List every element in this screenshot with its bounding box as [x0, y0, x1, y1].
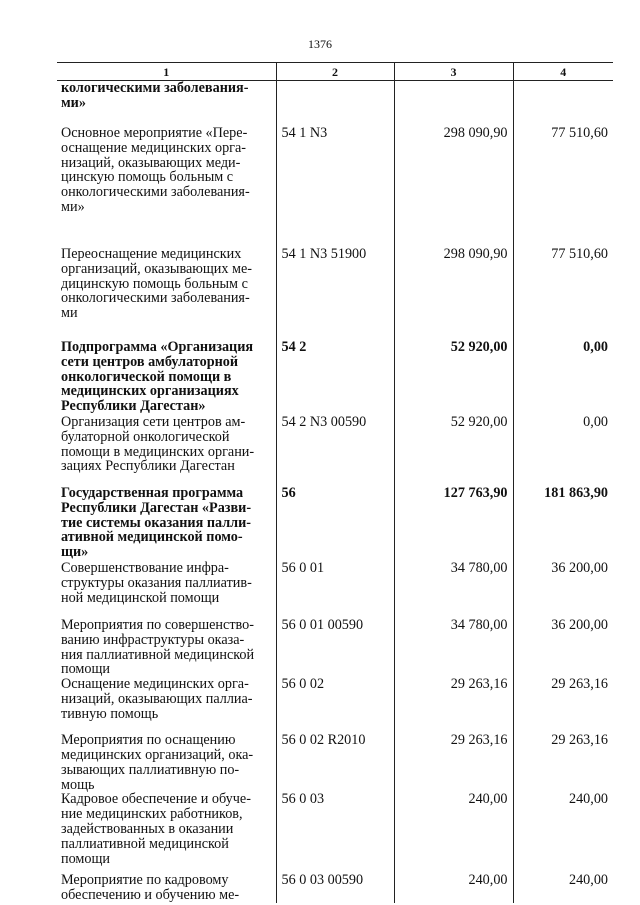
row-name-cell-text: Основное мероприятие «Пере- оснащение медицинских орга- низаций, оказывающих меди- цинскую помощь больным с онкологическими заболевания- ми»: [61, 125, 250, 215]
row-code-cell: [276, 340, 394, 415]
row-value-2019-cell-text: 52 920,00: [450, 339, 508, 355]
row-name-cell-text: Мероприятия по оснащению медицинских организаций, ока- зывающих паллиативную по- мощь: [61, 732, 254, 793]
row-name-cell-text: Оснащение медицинских орга- низаций, оказывающих паллиа- тивную помощь: [61, 676, 253, 722]
row-code-cell: [276, 733, 394, 792]
row-value-2019-cell-text: 298 090,90: [443, 246, 508, 262]
row-code-cell-text: 54 1 N3 51900: [281, 246, 367, 262]
row-code-cell: [276, 873, 394, 903]
table-body: [57, 81, 613, 903]
row-value-2019-cell: [394, 486, 513, 561]
row-code-cell: [276, 415, 394, 486]
column-header-4: 4: [513, 63, 613, 81]
row-code-cell: [276, 486, 394, 561]
row-value-2019-cell-text: 29 263,16: [450, 732, 508, 749]
row-code-cell-text: 54 2 N3 00590: [281, 414, 367, 430]
row-name-cell-text: Совершенствование инфра- структуры оказания паллиатив- ной медицинской помощи: [61, 560, 252, 606]
row-code-cell-text: 56 0 01: [281, 560, 325, 576]
row-code-cell: [276, 677, 394, 733]
row-name-cell-text: Организация сети центров ам- булаторной онкологической помощи в медицинских органи- зациях Республики Дагестан: [61, 414, 255, 475]
row-value-2019-cell: [394, 733, 513, 792]
table-row: [57, 126, 613, 247]
row-value-2019-cell: [394, 415, 513, 486]
row-value-2019-cell: [394, 677, 513, 733]
row-value-2020-cell: [513, 486, 613, 561]
row-name-cell-text: Подпрограмма «Организация сети центров амбулаторной онкологической помощи в медицинских организациях Республики Дагестан»: [61, 339, 254, 415]
table-row: [57, 415, 613, 486]
row-value-2020-cell: [513, 677, 613, 733]
row-value-2020-cell-text: 0,00: [583, 339, 608, 355]
row-value-2020-cell-text: 240,00: [568, 791, 608, 808]
row-value-2019-cell: [394, 618, 513, 677]
row-code-cell: [276, 126, 394, 247]
row-name-cell: [57, 247, 276, 340]
page-number: 1376: [308, 37, 332, 51]
row-name-cell: [57, 561, 276, 618]
row-value-2020-cell: [513, 618, 613, 677]
row-name-cell: [57, 415, 276, 486]
row-value-2019-cell: [394, 126, 513, 247]
table-row: [57, 247, 613, 340]
row-name-cell-text: Мероприятие по кадровому обеспечению и обучению ме-: [61, 872, 240, 904]
row-value-2020-cell-text: 29 263,16: [551, 676, 608, 693]
row-value-2019-cell: [394, 247, 513, 340]
row-value-2020-cell: [513, 733, 613, 792]
row-value-2019-cell: [394, 561, 513, 618]
row-value-2020-cell: [513, 792, 613, 873]
table-row: [57, 486, 613, 561]
row-code-cell-text: 56 0 02: [281, 676, 325, 693]
row-value-2020-cell-text: 0,00: [583, 414, 608, 430]
table-row: [57, 792, 613, 873]
column-header-3: 3: [394, 63, 513, 81]
row-code-cell: [276, 618, 394, 677]
row-value-2020-cell: [513, 561, 613, 618]
row-value-2019-cell-text: 52 920,00: [450, 414, 508, 430]
row-code-cell-text: 54 2: [281, 339, 307, 355]
table-row: [57, 733, 613, 792]
row-value-2019-cell: [394, 340, 513, 415]
row-code-cell-text: 56: [281, 485, 296, 501]
row-value-2019-cell: [394, 792, 513, 873]
row-value-2020-cell-text: 77 510,60: [551, 246, 608, 262]
row-value-2020-cell-text: 36 200,00: [551, 617, 608, 633]
row-name-cell-text: Мероприятия по совершенство- ванию инфраструктуры оказа- ния паллиативной медицинской помощи: [61, 617, 255, 678]
row-name-cell: [57, 873, 276, 903]
row-value-2019-cell-text: 240,00: [468, 791, 508, 808]
row-code-cell-text: 56 0 01 00590: [281, 617, 364, 633]
row-value-2020-cell: [513, 126, 613, 247]
row-value-2019-cell-text: 127 763,90: [443, 485, 508, 501]
row-value-2020-cell-text: 36 200,00: [551, 560, 608, 576]
row-value-2020-cell: [513, 247, 613, 340]
row-value-2019-cell-text: 29 263,16: [450, 676, 508, 693]
row-code-cell: [276, 81, 394, 127]
row-name-cell-text: кологическими заболевания- ми»: [61, 80, 249, 111]
row-value-2019-cell-text: 298 090,90: [443, 125, 508, 141]
table-row: [57, 677, 613, 733]
row-name-cell-text: Государственная программа Республики Дагестан «Разви- тие системы оказания палли- ативной медицинской помо- щи»: [61, 485, 252, 561]
row-value-2020-cell-text: 29 263,16: [551, 732, 608, 749]
row-value-2020-cell-text: 77 510,60: [551, 125, 608, 141]
column-header-2: 2: [276, 63, 394, 81]
row-name-cell: [57, 486, 276, 561]
row-name-cell: [57, 733, 276, 792]
row-name-cell: [57, 126, 276, 247]
row-code-cell-text: 54 1 N3: [281, 125, 328, 141]
row-value-2020-cell: [513, 81, 613, 127]
column-header-1: 1: [57, 63, 276, 81]
row-value-2020-cell: [513, 340, 613, 415]
table-row: [57, 561, 613, 618]
row-value-2020-cell-text: 181 863,90: [544, 485, 608, 501]
budget-table: [57, 62, 613, 903]
row-code-cell-text: 56 0 02 R2010: [281, 732, 366, 749]
row-name-cell: [57, 618, 276, 677]
row-value-2020-cell: [513, 873, 613, 903]
row-value-2020-cell-text: 240,00: [568, 872, 608, 889]
table-row: [57, 81, 613, 127]
table-row: [57, 873, 613, 903]
table-row: [57, 618, 613, 677]
row-value-2020-cell: [513, 415, 613, 486]
table-row: [57, 340, 613, 415]
row-name-cell: [57, 81, 276, 127]
row-value-2019-cell-text: 34 780,00: [450, 617, 508, 633]
row-value-2019-cell: [394, 81, 513, 127]
row-value-2019-cell-text: 240,00: [468, 872, 508, 889]
table-header-row: [57, 63, 613, 81]
row-code-cell: [276, 561, 394, 618]
row-name-cell: [57, 340, 276, 415]
row-name-cell: [57, 677, 276, 733]
row-code-cell: [276, 792, 394, 873]
row-code-cell-text: 56 0 03 00590: [281, 872, 364, 889]
row-name-cell-text: Кадровое обеспечение и обуче- ние медицинских работников, задействованных в оказании паллиативной медицинской помощи: [61, 791, 251, 867]
row-value-2019-cell: [394, 873, 513, 903]
row-code-cell-text: 56 0 03: [281, 791, 325, 808]
row-code-cell: [276, 247, 394, 340]
row-value-2019-cell-text: 34 780,00: [450, 560, 508, 576]
row-name-cell: [57, 792, 276, 873]
row-name-cell-text: Переоснащение медицинских организаций, оказывающих ме- дицинскую помощь больным с онкологическими заболевания- ми: [61, 246, 253, 322]
